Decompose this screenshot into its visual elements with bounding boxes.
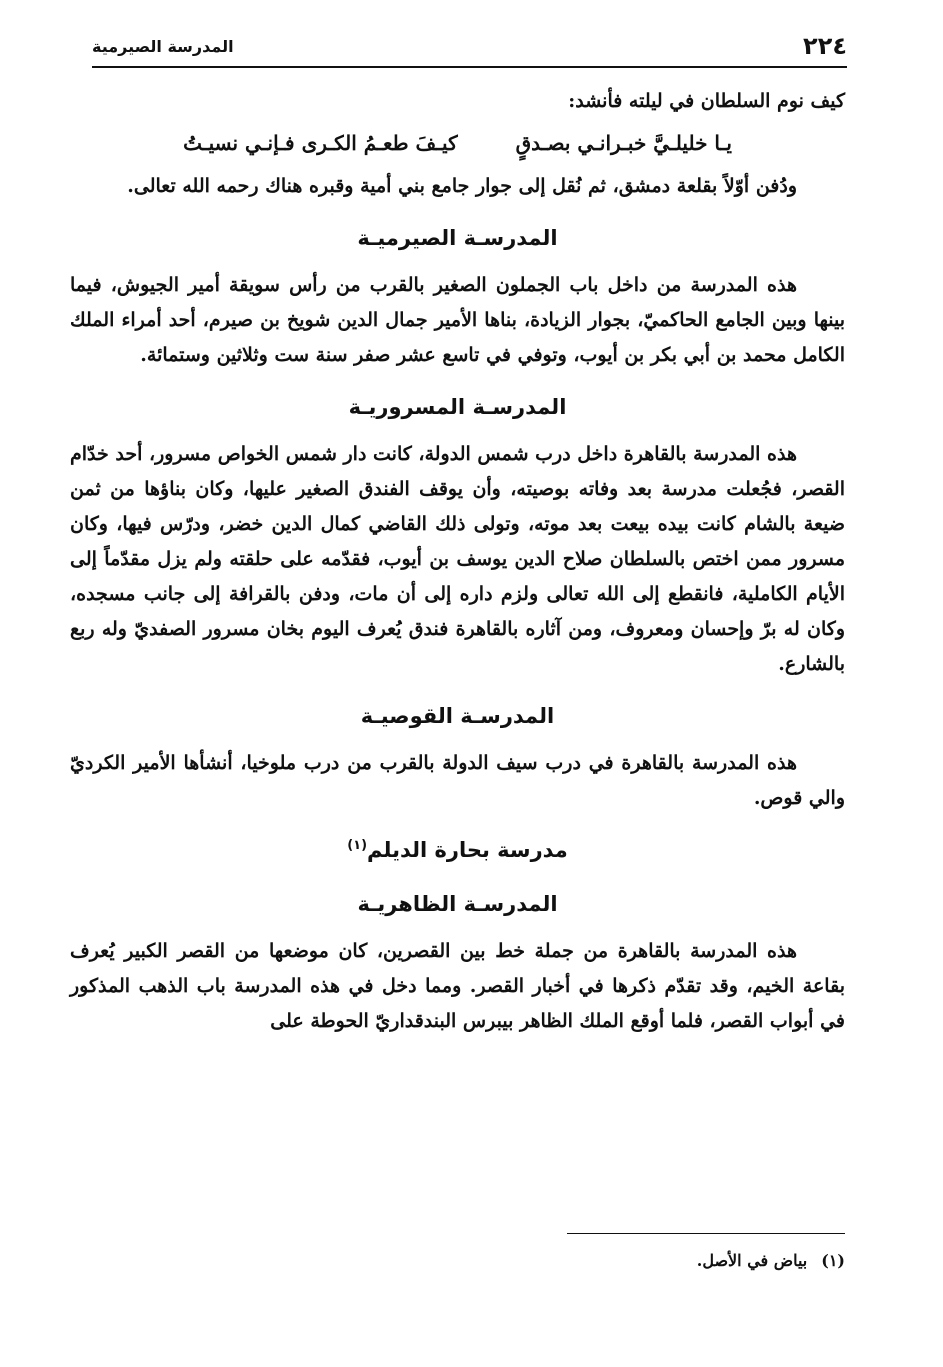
section-text-zahiriya: هذه المدرسة بالقاهرة من جملة خط بين القصرين، كان موضعها من القصر الكبير يُعرف بقاعة الخيم، وقد تقدّم ذكرها في أخبار القصر. ومما دخل في هذه المدرسة باب الذهب المذكور في أبواب القصر، فلما أوقع الملك الظاهر بيبرس البندقداريّ الحوطة على bbox=[70, 940, 845, 1032]
intro-line: كيف نوم السلطان في ليلته فأنشد: bbox=[568, 90, 845, 112]
page-number: ٢٢٤ bbox=[803, 32, 847, 60]
section-text-qusiya: هذه المدرسة بالقاهرة في درب سيف الدولة بالقرب من درب ملوخيا، أنشأها الأمير الكرديّ والي قوص. bbox=[70, 752, 845, 809]
section-heading-zahiriya: المدرسـة الظاهريـة bbox=[357, 892, 558, 916]
section-heading-sayramiya: المدرسـة الصيرميـة bbox=[357, 226, 558, 250]
header-rule bbox=[92, 66, 847, 68]
footnote bbox=[697, 1248, 845, 1274]
section-text-masruriya: هذه المدرسة بالقاهرة داخل درب شمس الدولة، كانت دار شمس الخواص مسرور، أحد خدّام القصر، فجُعلت مدرسة بعد وفاته بوصيته، وأن يوقف الفندق الصغير عليها، وكان بناؤها من ثمن ضيعة بالشام كانت بيده بيعت بعد موته، وتولى ذلك القاضي كمال الدين خضر، ودرّس فيها، وكان مسرور ممن اختص بالسلطان صلاح الدين يوسف بن أيوب، فقدّمه على حلقته ولم يزل مقدّماً إلى الأيام الكاملية، فانقطع إلى الله تعالى ولزم داره إلى أن مات، ودفن بالقرافة إلى جانب مسجده، وكان له برّ وإحسان ومعروف، ومن آثاره بالقاهرة فندق يُعرف اليوم بخان مسرور الصفديّ وله ربع بالشارع. bbox=[70, 443, 845, 675]
section-heading-daylam bbox=[70, 830, 845, 870]
footnote-rule bbox=[567, 1233, 845, 1234]
footnote-marker: (١) bbox=[347, 838, 368, 853]
running-header bbox=[92, 30, 847, 62]
footnote-number: (١) bbox=[821, 1251, 845, 1270]
poetry-verse bbox=[70, 123, 845, 163]
section-heading-daylam-title: مدرسة بحارة الديلم bbox=[367, 838, 568, 862]
verse-second-hemistich: كيـفَ طعـمُ الكـرى فـإنـي نسيـتُ bbox=[183, 131, 458, 155]
page-body bbox=[70, 84, 845, 1039]
running-title: المدرسة الصيرمية bbox=[92, 36, 234, 56]
intro-paragraph: ودُفن أوّلاً بقلعة دمشق، ثم نُقل إلى جوار جامع بني أمية وقبره هناك رحمه الله تعالى. bbox=[127, 175, 797, 197]
section-text-sayramiya: هذه المدرسة من داخل باب الجملون الصغير بالقرب من رأس سويقة أمير الجيوش، فيما بينها وبين الجامع الحاكميّ، بجوار الزيادة، بناها الأمير جمال الدين شويخ بن صيرم، أحد أمراء الملك الكامل محمد بن أبي بكر بن أيوب، وتوفي في تاسع عشر صفر سنة ست وثلاثين وستمائة. bbox=[70, 274, 845, 366]
verse-first-hemistich: يـا خليلـيَّ خبـرانـي بصـدقٍ bbox=[515, 131, 732, 155]
section-heading-qusiya: المدرسـة القوصيـة bbox=[360, 704, 555, 728]
section-heading-masruriya: المدرسـة المسروريـة bbox=[348, 395, 567, 419]
footnote-text: بياض في الأصل. bbox=[696, 1251, 808, 1270]
